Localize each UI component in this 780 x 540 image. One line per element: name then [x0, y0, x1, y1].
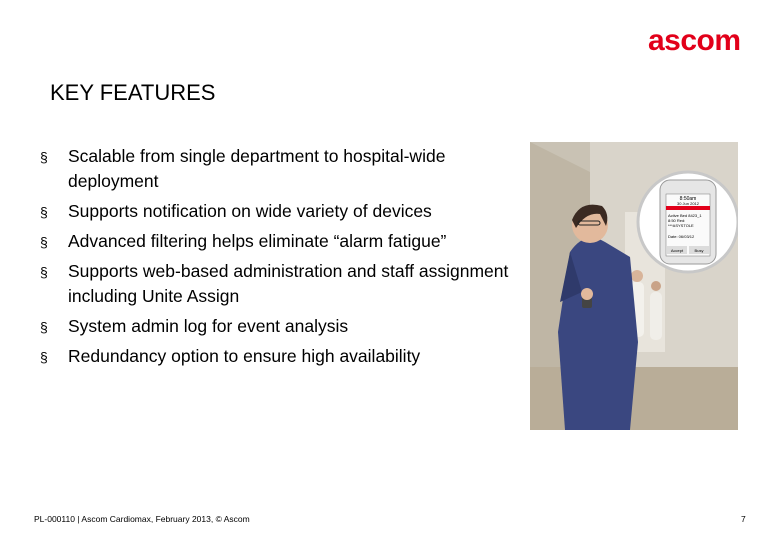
bullet-icon: § — [40, 149, 48, 165]
bullet-text: Advanced filtering helps eliminate “alarm fatigue” — [68, 231, 447, 251]
pager-alarm-line1: Active Bed 8423_1 — [668, 213, 702, 218]
pager-accept-label: Accept — [670, 248, 684, 253]
nurse-photo — [530, 142, 738, 430]
pager-alarm-line2: 8:50 Red: — [668, 218, 686, 223]
pager-time: 8:50am — [679, 196, 697, 202]
list-item — [40, 199, 510, 224]
bullet-icon: § — [40, 319, 48, 335]
list-item — [40, 259, 510, 309]
ascom-logo: ascom — [648, 24, 741, 57]
bullet-text: Scalable from single department to hospital-wide deployment — [68, 146, 446, 191]
bullet-text: Redundancy option to ensure high availability — [68, 346, 421, 366]
bullet-text: Supports notification on wide variety of devices — [68, 201, 432, 221]
pager-busy-label: Busy — [694, 248, 704, 253]
list-item — [40, 344, 510, 369]
page-number: 7 — [741, 514, 746, 524]
pager-alarm-date: Date: 06/03/12 — [668, 234, 695, 239]
pager-date: 30 Jun 2012 — [676, 201, 700, 206]
pager-alarm-line3: ***ASYSTOLE — [668, 223, 694, 228]
list-item — [40, 314, 510, 339]
feature-list — [40, 144, 510, 374]
bullet-icon: § — [40, 234, 48, 250]
bullet-icon: § — [40, 349, 48, 365]
footer-text: PL-000110 | Ascom Cardiomax, February 2013, © Ascom — [34, 514, 250, 524]
list-item — [40, 229, 510, 254]
bullet-icon: § — [40, 204, 48, 220]
bullet-text: Supports web-based administration and staff assignment including Unite Assign — [68, 261, 509, 306]
list-item — [40, 144, 510, 194]
slide-title: KEY FEATURES — [50, 80, 216, 105]
bullet-text: System admin log for event analysis — [68, 316, 349, 336]
bullet-icon: § — [40, 264, 48, 280]
